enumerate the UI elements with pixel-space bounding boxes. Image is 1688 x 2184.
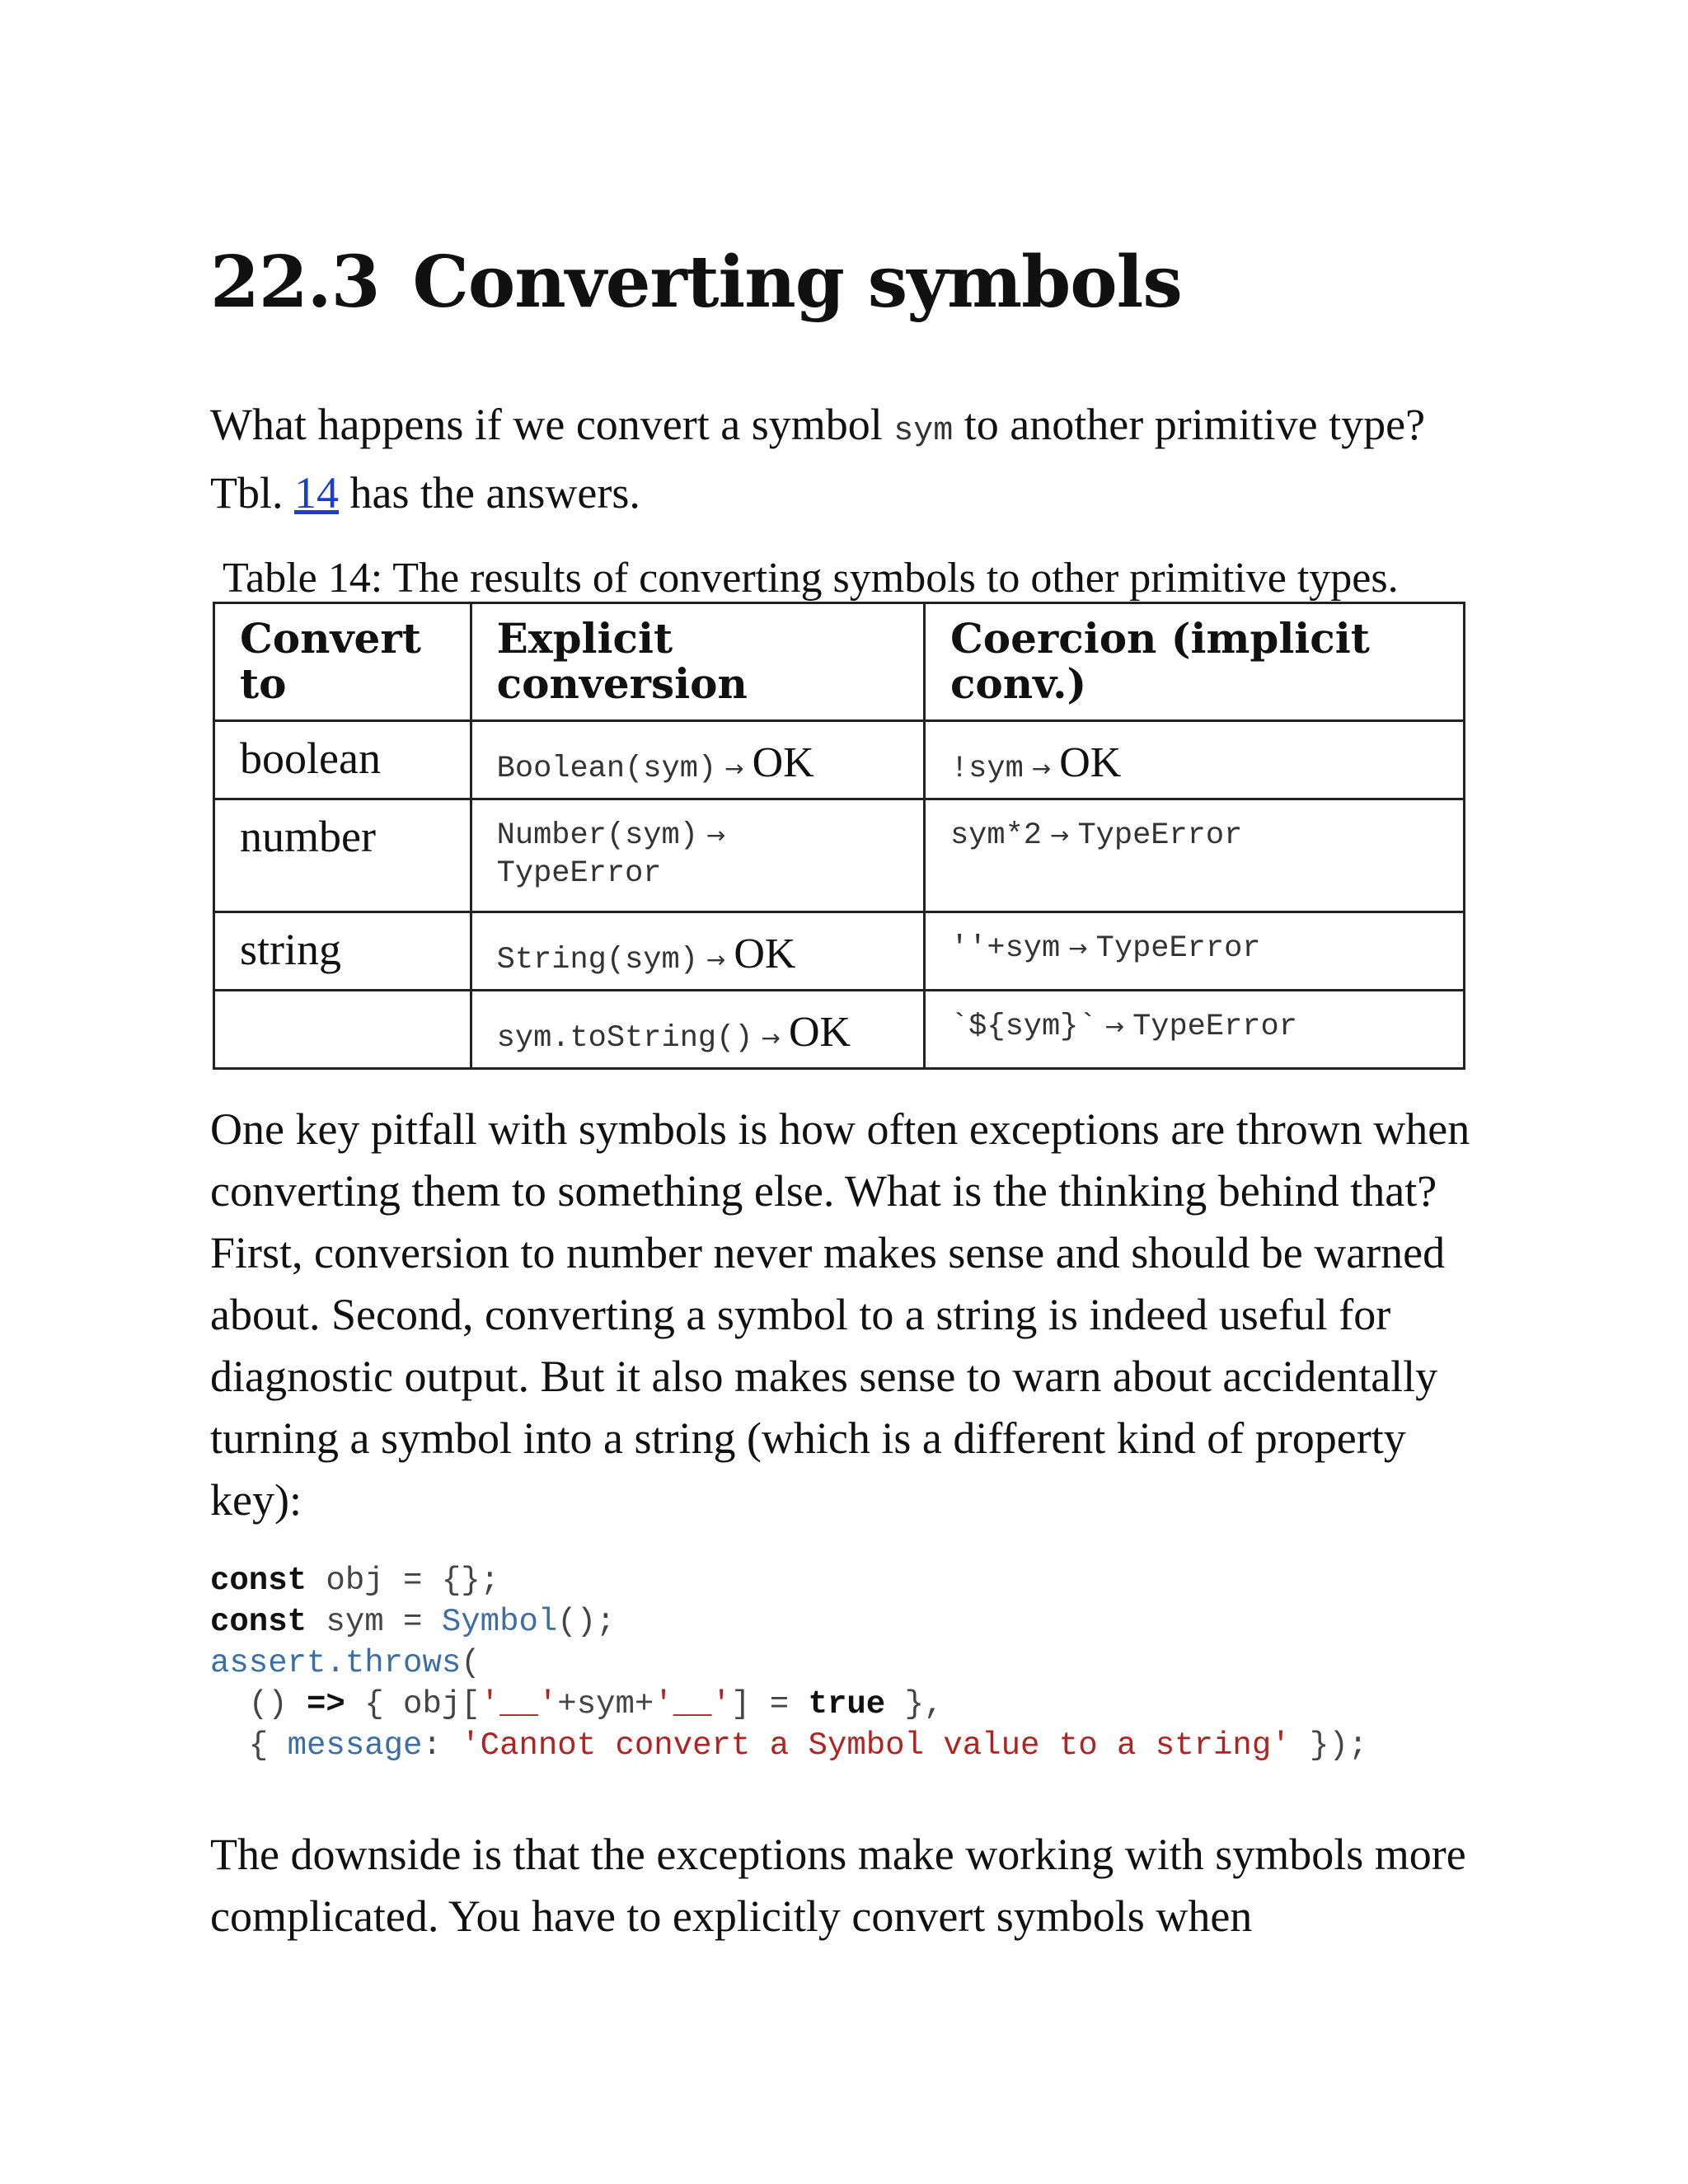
explicit-cell <box>471 721 924 799</box>
code-text: }, <box>885 1686 944 1722</box>
row-label: number <box>214 799 471 912</box>
code-keyword: const <box>210 1604 307 1640</box>
cell-code: sym*2 <box>950 818 1042 853</box>
intro-paragraph <box>210 394 1496 524</box>
code-text: (); <box>557 1604 616 1640</box>
cell-result: TypeError <box>1132 1010 1297 1044</box>
table-reference-link[interactable]: 14 <box>294 468 339 518</box>
implicit-cell <box>924 912 1464 991</box>
conversion-table <box>213 602 1465 1070</box>
code-text: ] = <box>730 1686 809 1722</box>
table-caption: Table 14: The results of converting symbols to other primitive types. <box>223 555 1399 602</box>
code-function: Symbol <box>441 1604 558 1640</box>
implicit-cell <box>924 991 1464 1069</box>
row-label <box>214 991 471 1069</box>
section-title: Converting symbols <box>412 241 1182 324</box>
arrow-icon: → <box>706 946 726 973</box>
code-text: obj = {}; <box>307 1563 500 1599</box>
cell-code: `${sym}` <box>950 1010 1097 1044</box>
arrow-icon: → <box>724 755 744 782</box>
cell-result: OK <box>734 930 796 977</box>
table-row <box>214 799 1465 912</box>
cell-result: OK <box>752 739 814 786</box>
explicit-cell <box>471 799 924 912</box>
arrow-icon: → <box>1104 1013 1125 1040</box>
arrow-icon: → <box>706 822 726 849</box>
code-string: '__' <box>480 1686 558 1722</box>
explicit-cell <box>471 912 924 991</box>
code-text: () <box>210 1686 307 1722</box>
code-function: assert.throws <box>210 1645 462 1681</box>
code-text: ( <box>461 1645 481 1681</box>
cell-code: ''+sym <box>950 931 1061 966</box>
cell-code: String(sym) <box>496 943 698 977</box>
table-header-row <box>214 603 1465 721</box>
arrow-icon: → <box>761 1024 781 1052</box>
header-explicit: Explicit conversion <box>471 603 924 721</box>
implicit-cell <box>924 721 1464 799</box>
table-row <box>214 721 1465 799</box>
cell-result: TypeError <box>496 856 662 891</box>
code-block <box>210 1560 1367 1766</box>
code-string: 'Cannot convert a Symbol value to a string' <box>461 1727 1291 1764</box>
section-heading <box>210 241 1182 324</box>
code-text: }); <box>1290 1727 1368 1764</box>
body-paragraph: The downside is that the exceptions make working with symbols more complicated. You have to explicitly convert symbols when <box>210 1830 1466 1941</box>
arrow-icon: → <box>1049 822 1070 849</box>
row-label: boolean <box>214 721 471 799</box>
header-implicit: Coercion (implicit conv.) <box>924 603 1464 721</box>
cell-code: sym.toString() <box>496 1021 753 1056</box>
code-keyword: const <box>210 1563 307 1599</box>
arrow-icon: → <box>1068 935 1088 962</box>
body-paragraph: One key pitfall with symbols is how often exceptions are thrown when converting them to something else. What is the thinking behind that? First, conversion to number never makes sense and should be warned about. Second, converting a symbol to a string is indeed useful for diagnostic output. But it also makes sense to warn about accidentally turning a symbol into a string (which is a different kind of property key): <box>210 1104 1470 1525</box>
table-row <box>214 912 1465 991</box>
code-text: : <box>422 1727 462 1764</box>
cell-result: TypeError <box>1077 818 1243 853</box>
cell-result: TypeError <box>1095 931 1261 966</box>
code-text: { <box>210 1727 288 1764</box>
row-label: string <box>214 912 471 991</box>
code-property: message <box>287 1727 423 1764</box>
implicit-cell <box>924 799 1464 912</box>
intro-text: has the answers. <box>339 468 640 518</box>
cell-code: !sym <box>950 752 1024 786</box>
table-row <box>214 991 1465 1069</box>
explicit-cell <box>471 991 924 1069</box>
inline-code-sym: sym <box>893 413 954 450</box>
header-convert-to: Convert to <box>214 603 471 721</box>
code-text: { obj[ <box>345 1686 481 1722</box>
cell-code: Boolean(sym) <box>496 752 717 786</box>
code-operator: => <box>307 1686 345 1722</box>
code-string: '__' <box>654 1686 731 1722</box>
intro-text: to another primitive type? Tbl. <box>210 400 1426 518</box>
code-keyword: true <box>808 1686 886 1722</box>
code-text: sym = <box>307 1604 442 1640</box>
arrow-icon: → <box>1031 755 1052 782</box>
code-text: +sym+ <box>557 1686 654 1722</box>
section-number: 22.3 <box>210 241 380 324</box>
cell-code: Number(sym) <box>496 818 698 853</box>
cell-result: OK <box>1059 739 1122 786</box>
intro-text: What happens if we convert a symbol <box>210 400 894 449</box>
cell-result: OK <box>788 1009 851 1056</box>
